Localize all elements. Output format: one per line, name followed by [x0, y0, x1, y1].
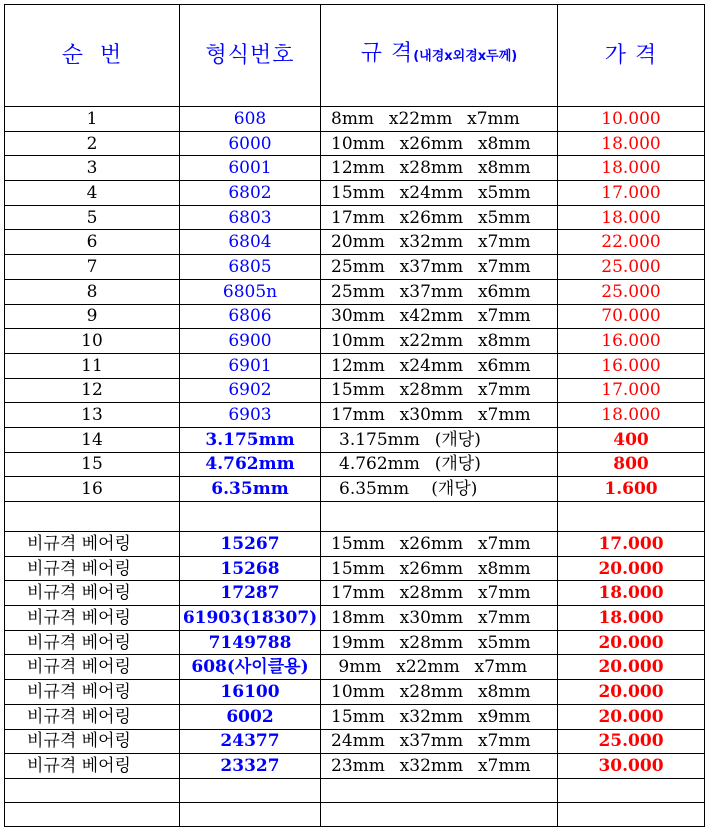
category-label: 비규격 베어링 — [5, 532, 180, 557]
row-number: 14 — [5, 427, 180, 452]
row-number: 8 — [5, 279, 180, 304]
spec-dimensions: 8mm x22mm x7mm — [321, 107, 558, 132]
table-row — [5, 581, 705, 606]
header-row — [5, 5, 705, 107]
row-number: 15 — [5, 452, 180, 477]
spec-dimensions: 25mm x37mm x7mm — [321, 255, 558, 280]
category-label: 비규격 베어링 — [5, 630, 180, 655]
model-number: 15267 — [180, 532, 321, 557]
price-value: 20.000 — [558, 630, 705, 655]
spacer-row — [5, 502, 705, 532]
table-row — [5, 606, 705, 631]
price-value: 20.000 — [558, 655, 705, 680]
spec-dimensions: 10mm x28mm x8mm — [321, 680, 558, 705]
price-value: 16.000 — [558, 329, 705, 354]
category-label: 비규격 베어링 — [5, 729, 180, 754]
blank-row — [5, 778, 705, 802]
spec-dimensions: 17mm x30mm x7mm — [321, 403, 558, 428]
table-row — [5, 107, 705, 132]
table-row — [5, 329, 705, 354]
model-number: 3.175mm — [180, 427, 321, 452]
spec-dimensions: 24mm x37mm x7mm — [321, 729, 558, 754]
price-value: 25.000 — [558, 729, 705, 754]
model-number: 6903 — [180, 403, 321, 428]
table-row — [5, 630, 705, 655]
row-number: 9 — [5, 304, 180, 329]
model-number: 6805 — [180, 255, 321, 280]
model-number: 16100 — [180, 680, 321, 705]
spec-dimensions: 20mm x32mm x7mm — [321, 230, 558, 255]
model-number: 6803 — [180, 205, 321, 230]
row-number: 1 — [5, 107, 180, 132]
header-spec-main: 규 격 — [360, 41, 414, 66]
category-label: 비규격 베어링 — [5, 704, 180, 729]
model-number: 6806 — [180, 304, 321, 329]
price-value: 400 — [558, 427, 705, 452]
table-row — [5, 156, 705, 181]
price-value: 20.000 — [558, 680, 705, 705]
price-value: 16.000 — [558, 353, 705, 378]
spec-dimensions: 6.35mm (개당) — [321, 477, 558, 502]
model-number: 7149788 — [180, 630, 321, 655]
table-row — [5, 427, 705, 452]
model-number: 6804 — [180, 230, 321, 255]
empty-cell — [5, 778, 180, 802]
price-value: 17.000 — [558, 378, 705, 403]
category-label: 비규격 베어링 — [5, 655, 180, 680]
spec-dimensions: 17mm x26mm x5mm — [321, 205, 558, 230]
price-value: 25.000 — [558, 255, 705, 280]
price-value: 30.000 — [558, 754, 705, 779]
empty-cell — [558, 502, 705, 532]
spec-dimensions: 23mm x32mm x7mm — [321, 754, 558, 779]
model-number: 15268 — [180, 556, 321, 581]
empty-cell — [180, 802, 321, 826]
model-number: 608 — [180, 107, 321, 132]
table-row — [5, 532, 705, 557]
category-label: 비규격 베어링 — [5, 754, 180, 779]
spec-dimensions: 10mm x22mm x8mm — [321, 329, 558, 354]
table-row — [5, 680, 705, 705]
model-number: 6900 — [180, 329, 321, 354]
price-value: 20.000 — [558, 556, 705, 581]
empty-cell — [558, 778, 705, 802]
table-row — [5, 477, 705, 502]
row-number: 5 — [5, 205, 180, 230]
table-row — [5, 205, 705, 230]
table-row — [5, 729, 705, 754]
header-price: 가 격 — [558, 5, 705, 107]
table-row — [5, 378, 705, 403]
blank-row — [5, 802, 705, 826]
price-value: 800 — [558, 452, 705, 477]
table-row — [5, 556, 705, 581]
model-number: 4.762mm — [180, 452, 321, 477]
table-row — [5, 304, 705, 329]
model-number: 6001 — [180, 156, 321, 181]
spec-dimensions: 12mm x28mm x8mm — [321, 156, 558, 181]
spec-dimensions: 12mm x24mm x6mm — [321, 353, 558, 378]
header-spec-sub: (내경x외경x두께) — [413, 49, 518, 64]
row-number: 2 — [5, 131, 180, 156]
price-value: 70.000 — [558, 304, 705, 329]
spec-dimensions: 9mm x22mm x7mm — [321, 655, 558, 680]
price-value: 10.000 — [558, 107, 705, 132]
row-number: 13 — [5, 403, 180, 428]
row-number: 16 — [5, 477, 180, 502]
spec-dimensions: 25mm x37mm x6mm — [321, 279, 558, 304]
spec-dimensions: 15mm x24mm x5mm — [321, 181, 558, 206]
table-row — [5, 131, 705, 156]
spec-dimensions: 15mm x26mm x8mm — [321, 556, 558, 581]
header-no: 순 번 — [5, 5, 180, 107]
category-label: 비규격 베어링 — [5, 606, 180, 631]
price-value: 18.000 — [558, 606, 705, 631]
price-value: 18.000 — [558, 205, 705, 230]
category-label: 비규격 베어링 — [5, 556, 180, 581]
model-number: 608(사이클용) — [180, 655, 321, 680]
price-value: 25.000 — [558, 279, 705, 304]
model-number: 6901 — [180, 353, 321, 378]
category-label: 비규격 베어링 — [5, 680, 180, 705]
spec-dimensions: 15mm x28mm x7mm — [321, 378, 558, 403]
table-row — [5, 754, 705, 779]
row-number: 11 — [5, 353, 180, 378]
price-value: 18.000 — [558, 581, 705, 606]
price-value: 22.000 — [558, 230, 705, 255]
model-number: 6902 — [180, 378, 321, 403]
empty-cell — [558, 802, 705, 826]
empty-cell — [180, 778, 321, 802]
spec-dimensions: 4.762mm (개당) — [321, 452, 558, 477]
header-model: 형식번호 — [180, 5, 321, 107]
spec-dimensions: 30mm x42mm x7mm — [321, 304, 558, 329]
header-spec — [321, 5, 558, 107]
table-row — [5, 403, 705, 428]
model-number: 6000 — [180, 131, 321, 156]
category-label: 비규격 베어링 — [5, 581, 180, 606]
table-row — [5, 353, 705, 378]
table-row — [5, 255, 705, 280]
empty-cell — [321, 502, 558, 532]
model-number: 6002 — [180, 704, 321, 729]
model-number: 23327 — [180, 754, 321, 779]
row-number: 10 — [5, 329, 180, 354]
price-value: 17.000 — [558, 181, 705, 206]
spec-dimensions: 17mm x28mm x7mm — [321, 581, 558, 606]
price-value: 18.000 — [558, 403, 705, 428]
price-value: 18.000 — [558, 131, 705, 156]
empty-cell — [321, 802, 558, 826]
price-value: 1.600 — [558, 477, 705, 502]
table-row — [5, 452, 705, 477]
table-row — [5, 181, 705, 206]
spec-dimensions: 18mm x30mm x7mm — [321, 606, 558, 631]
table-row — [5, 704, 705, 729]
spec-dimensions: 19mm x28mm x5mm — [321, 630, 558, 655]
model-number: 6802 — [180, 181, 321, 206]
row-number: 12 — [5, 378, 180, 403]
spec-dimensions: 3.175mm (개당) — [321, 427, 558, 452]
table-row — [5, 655, 705, 680]
table-row — [5, 279, 705, 304]
model-number: 17287 — [180, 581, 321, 606]
model-number: 61903(18307) — [180, 606, 321, 631]
model-number: 6805n — [180, 279, 321, 304]
spec-dimensions: 10mm x26mm x8mm — [321, 131, 558, 156]
row-number: 7 — [5, 255, 180, 280]
table-row — [5, 230, 705, 255]
model-number: 6.35mm — [180, 477, 321, 502]
empty-cell — [5, 802, 180, 826]
bearing-price-table — [4, 4, 705, 827]
empty-cell — [180, 502, 321, 532]
row-number: 3 — [5, 156, 180, 181]
price-value: 18.000 — [558, 156, 705, 181]
spec-dimensions: 15mm x26mm x7mm — [321, 532, 558, 557]
model-number: 24377 — [180, 729, 321, 754]
price-value: 17.000 — [558, 532, 705, 557]
row-number: 4 — [5, 181, 180, 206]
spec-dimensions: 15mm x32mm x9mm — [321, 704, 558, 729]
price-value: 20.000 — [558, 704, 705, 729]
row-number: 6 — [5, 230, 180, 255]
empty-cell — [5, 502, 180, 532]
empty-cell — [321, 778, 558, 802]
